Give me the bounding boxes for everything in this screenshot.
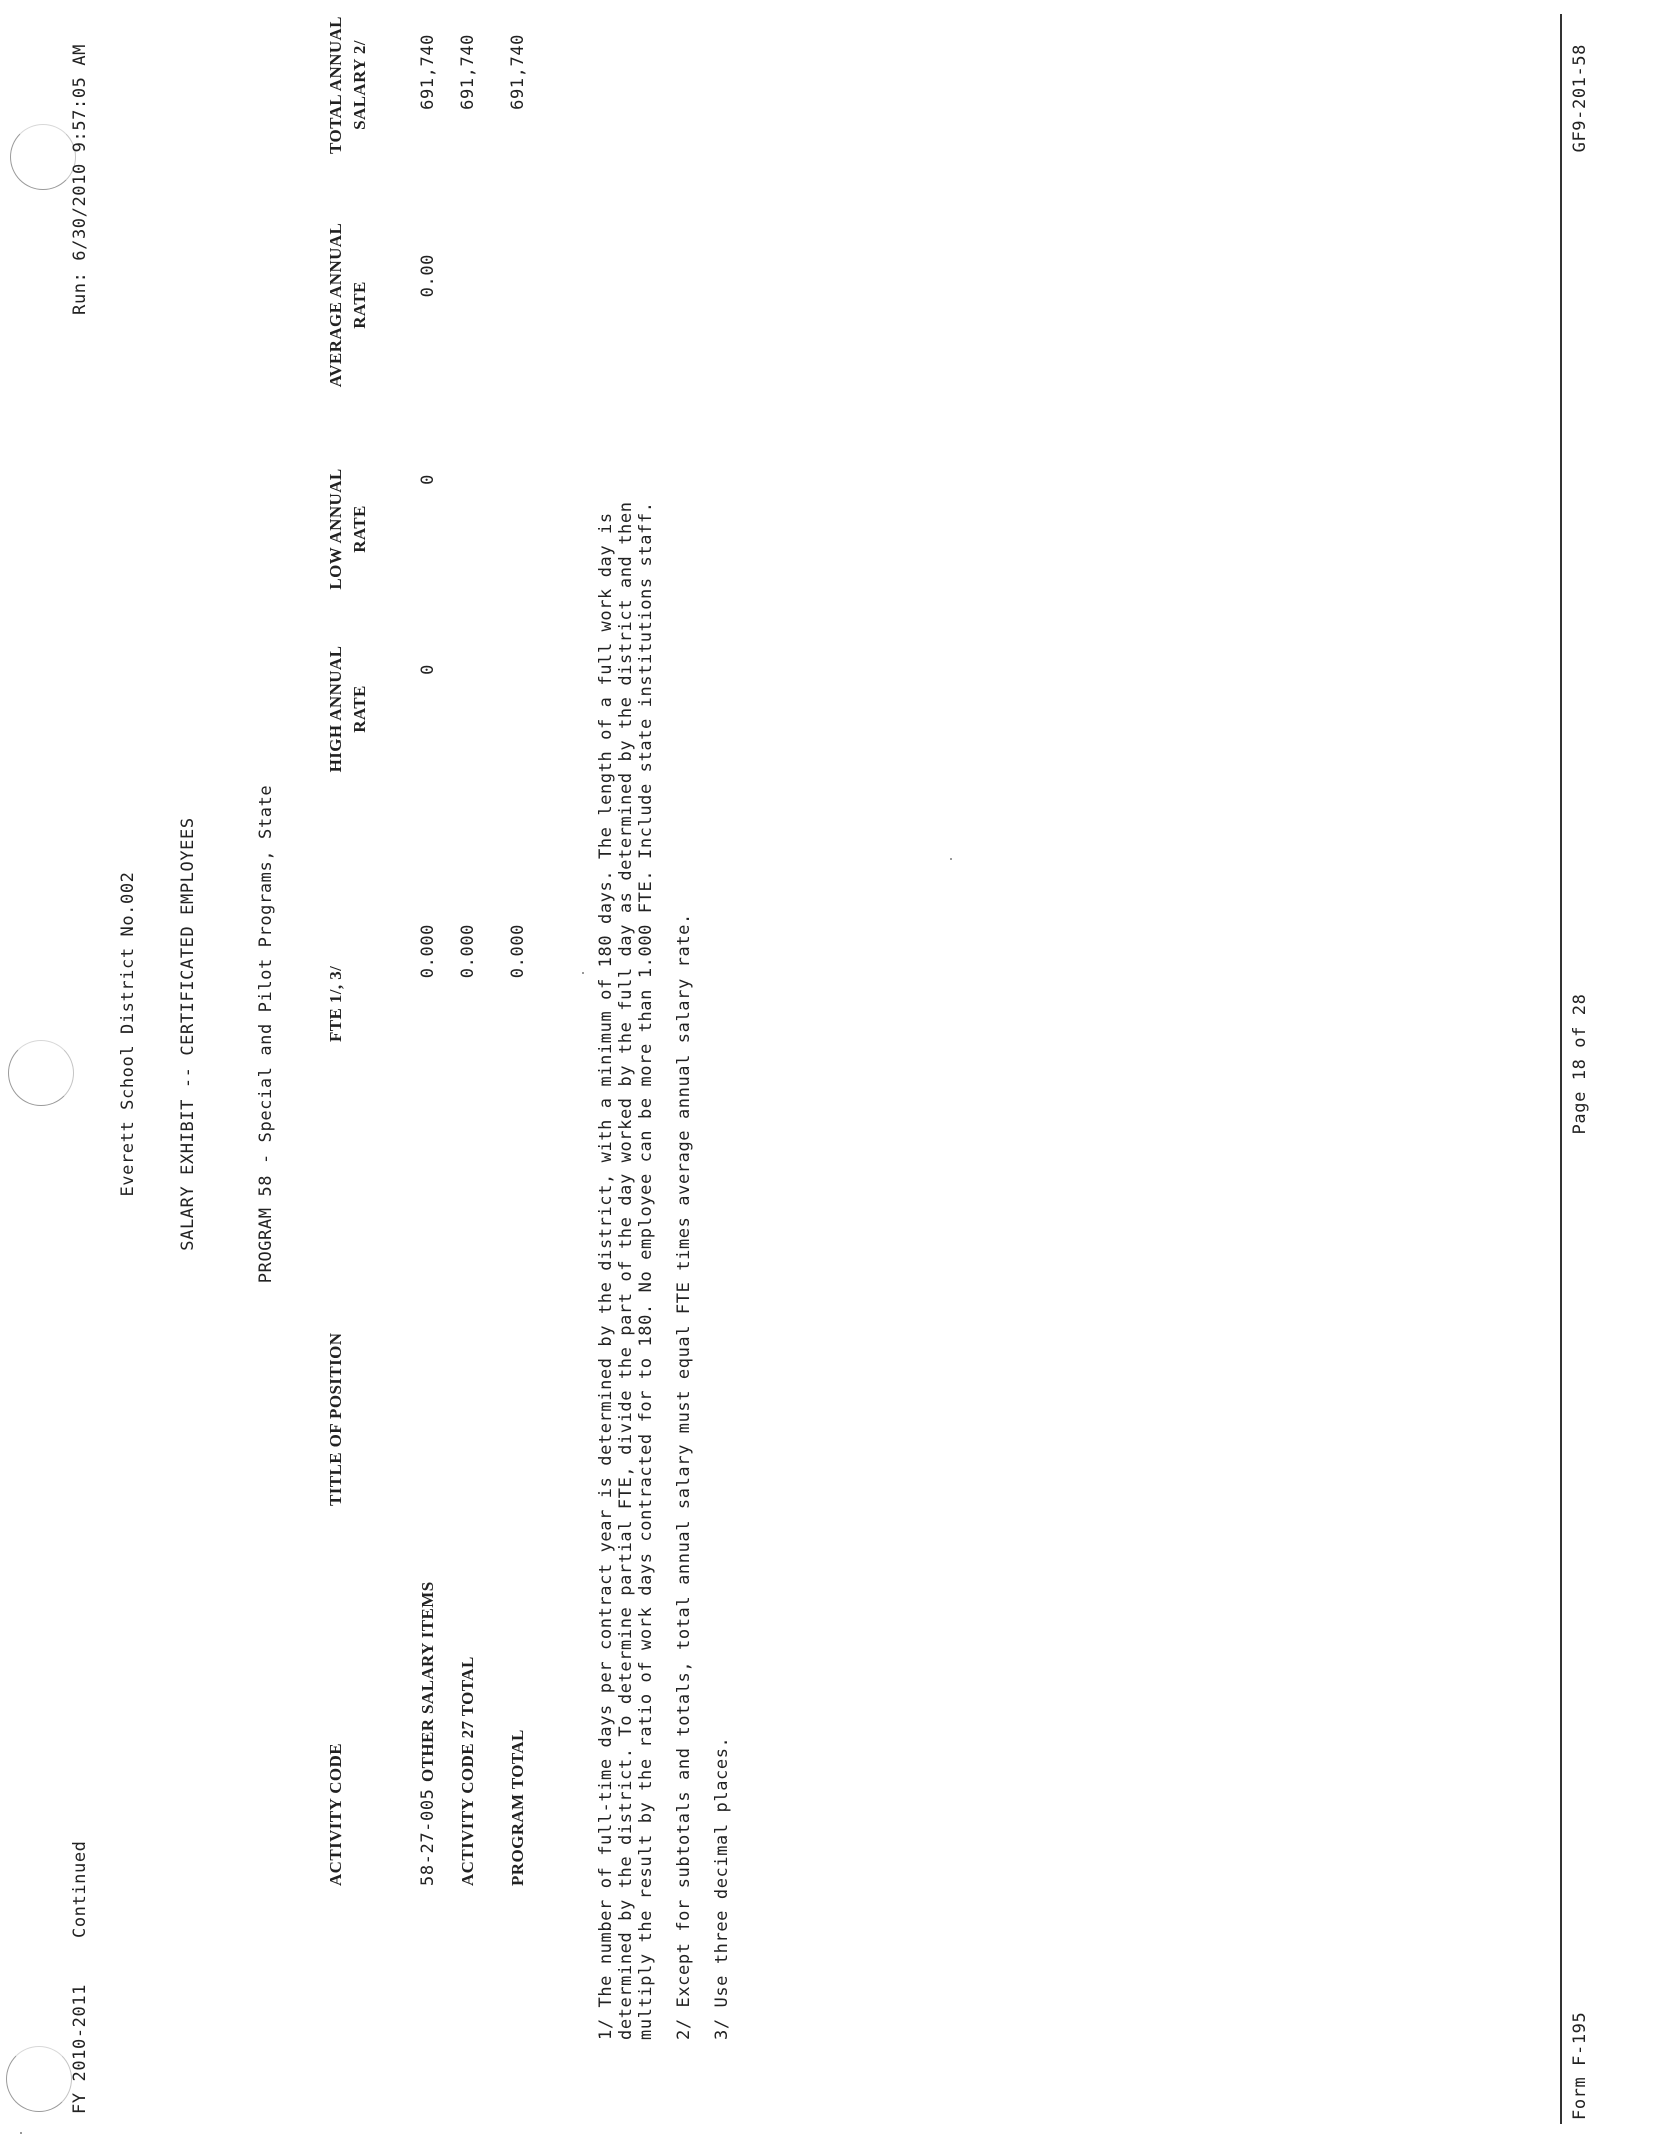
row-fte: 0.000	[418, 924, 438, 979]
punch-hole-middle	[8, 1040, 74, 1106]
col-low-rate-1: LOW ANNUAL	[326, 468, 345, 590]
footnote-1-line-2: determined by the district. To determine partial FTE, divide the part of the day worked by the full day as determined by the district and then	[616, 501, 636, 2040]
row-total-salary: 691,740	[458, 34, 478, 110]
col-average-rate-2: RATE	[350, 281, 369, 329]
footer-divider	[1560, 14, 1562, 2124]
fiscal-year: FY 2010-2011	[70, 1983, 90, 2114]
row-fte: 0.000	[508, 924, 528, 979]
row-activity-code: PROGRAM TOTAL	[508, 1729, 527, 1886]
page-number: Page 18 of 28	[1570, 993, 1590, 1135]
col-high-rate-2: RATE	[350, 685, 369, 733]
punch-hole-right	[10, 124, 76, 190]
report-code: GF9-201-58	[1570, 44, 1590, 153]
row-activity-code: 58-27-005	[418, 1788, 438, 1886]
run-timestamp: Run: 6/30/2010 9:57:05 AM	[70, 44, 90, 315]
row-activity-code: ACTIVITY CODE 27 TOTAL	[458, 1656, 477, 1886]
continued-label: Continued	[70, 1840, 90, 1938]
col-fte: FTE 1/, 3/	[326, 965, 345, 1042]
footnote-2: 2/ Except for subtotals and totals, total annual salary must equal FTE times average annual salary rate.	[674, 913, 694, 2040]
row-average-rate: 0.00	[418, 254, 438, 298]
row-fte: 0.000	[458, 924, 478, 979]
col-average-rate-1: AVERAGE ANNUAL	[326, 222, 345, 388]
row-total-salary: 691,740	[508, 34, 528, 110]
punch-hole-left	[6, 2046, 72, 2112]
row-low-rate: 0	[418, 474, 438, 485]
col-title-of-position: TITLE OF POSITION	[326, 1332, 345, 1506]
col-high-rate-1: HIGH ANNUAL	[326, 645, 345, 773]
row-title: OTHER SALARY ITEMS	[418, 1581, 437, 1782]
form-number: Form F-195	[1570, 2011, 1590, 2120]
col-total-salary-1: TOTAL ANNUAL	[326, 16, 345, 154]
footnote-1-line-3: multiply the result by the ratio of work days contracted for to 180. No employee can be more than 1.000 FTE. Include state institutions staff.	[636, 501, 656, 2040]
row-total-salary: 691,740	[418, 34, 438, 110]
exhibit-title: SALARY EXHIBIT -- CERTIFICATED EMPLOYEES	[178, 817, 198, 1251]
scan-speck	[950, 858, 952, 860]
district-name: Everett School District No.002	[118, 871, 138, 1197]
scan-speck	[582, 972, 584, 974]
scan-speck	[20, 2132, 22, 2134]
footnote-3: 3/ Use three decimal places.	[712, 1736, 732, 2040]
col-activity-code: ACTIVITY CODE	[326, 1743, 345, 1886]
row-high-rate: 0	[418, 664, 438, 675]
col-low-rate-2: RATE	[350, 505, 369, 553]
program-title: PROGRAM 58 - Special and Pilot Programs, State	[256, 784, 276, 1284]
col-total-salary-2: SALARY 2/	[350, 40, 369, 130]
footnote-1-line-1: 1/ The number of full-time days per contract year is determined by the district, with a minimum of 180 days. The length of a full work day is	[596, 512, 616, 2040]
